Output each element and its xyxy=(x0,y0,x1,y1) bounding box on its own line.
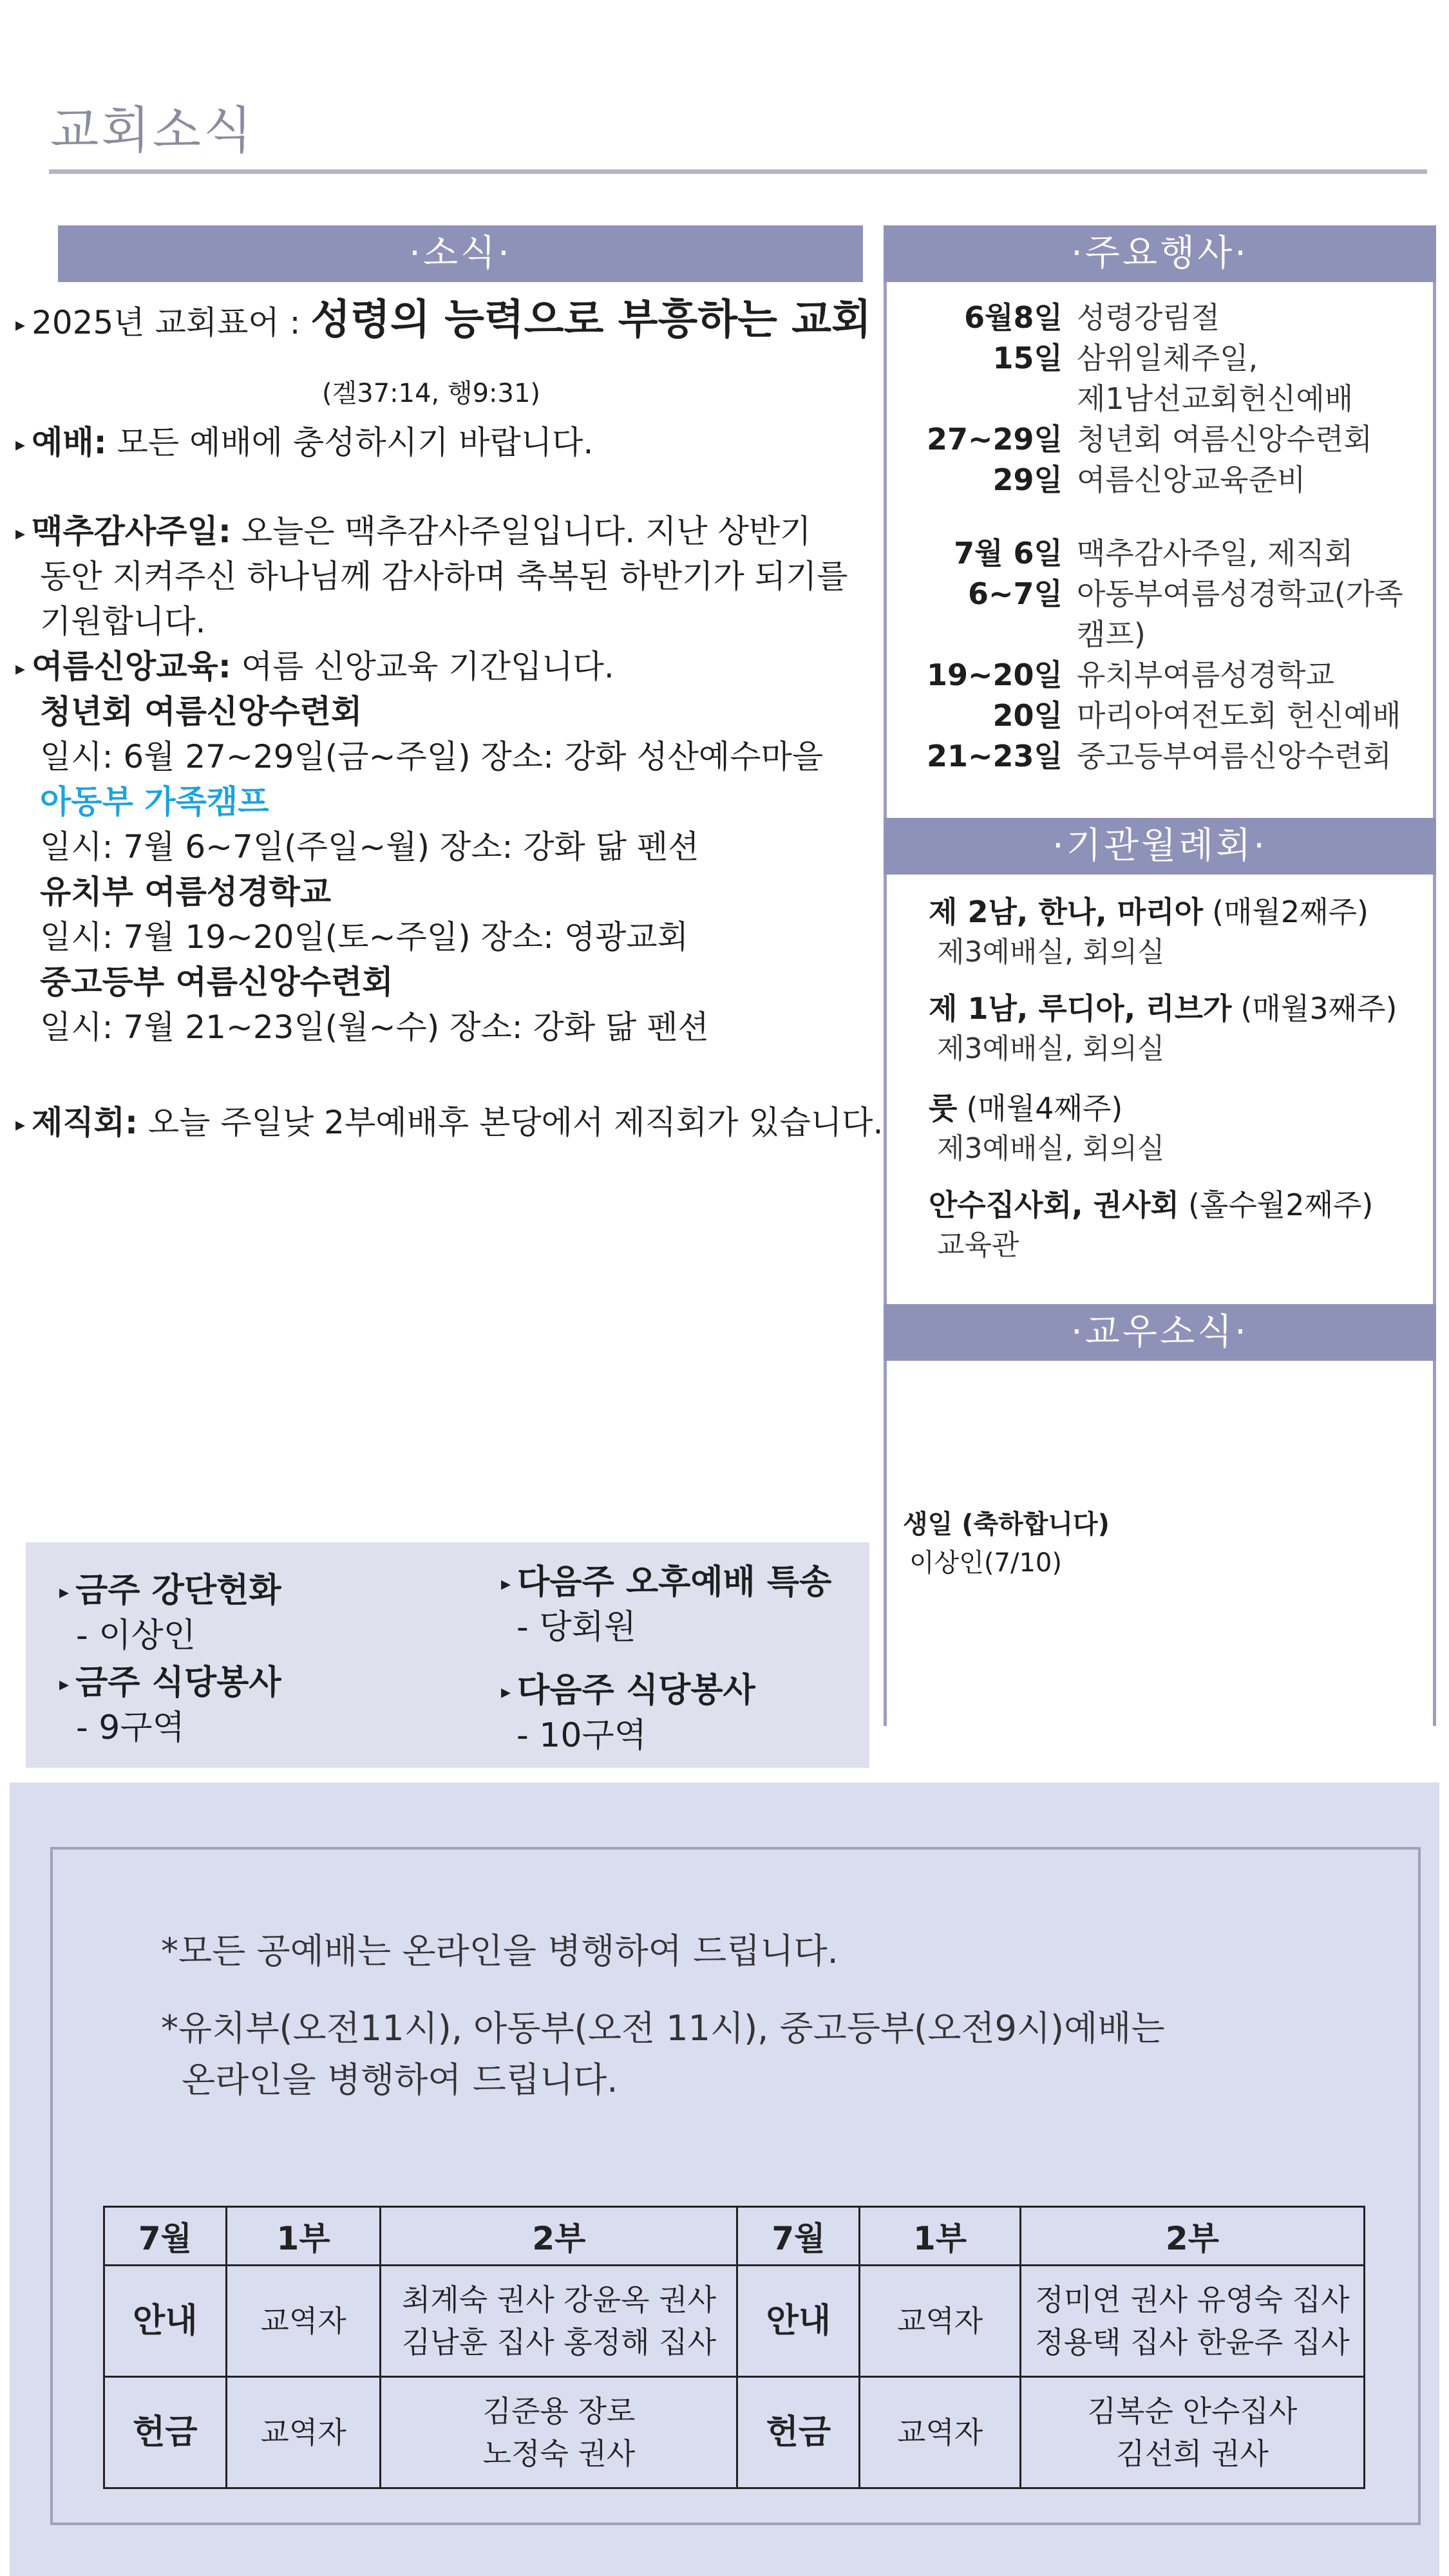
table-cell: 교역자 xyxy=(226,2377,381,2488)
bullet-icon: ▸ xyxy=(15,657,26,680)
motto-line xyxy=(15,298,871,348)
table-header: 1부 xyxy=(860,2207,1021,2266)
edu-line xyxy=(15,644,614,692)
bullet-icon: ▸ xyxy=(59,1673,70,1696)
table-header-row xyxy=(104,2207,1365,2266)
org-schedule: (매월4째주) xyxy=(966,1091,1123,1126)
bullet-icon: ▸ xyxy=(501,1681,511,1703)
events-header: ·주요행사· xyxy=(884,225,1436,282)
members-header: ·교우소식· xyxy=(884,1304,1436,1361)
worship-label: 예배: xyxy=(32,424,107,461)
event-date: 15일 xyxy=(992,341,1063,375)
table-cell: 교역자 xyxy=(860,2266,1021,2377)
org-name: 제 2남, 한나, 마리아 xyxy=(929,895,1204,929)
council-text: 오늘 주일낮 2부예배후 본당에서 제직회가 있습니다. xyxy=(147,1104,884,1141)
next-kitchen-label: 다음주 식당봉사 xyxy=(517,1671,755,1710)
event-date: 7월 6일 xyxy=(954,536,1063,571)
event-text: 맥추감사주일, 제직회 xyxy=(1077,536,1354,571)
youth-title: 청년회 여름신앙수련회 xyxy=(40,693,363,730)
event-text: 성령강림절 xyxy=(1077,300,1220,335)
table-cell xyxy=(1020,2377,1364,2488)
event-text: 유치부여름성경학교 xyxy=(1077,658,1334,692)
bullet-icon: ▸ xyxy=(501,1573,511,1595)
bullet-icon: ▸ xyxy=(15,313,26,336)
event-text: 중고등부여름신앙수련회 xyxy=(1077,739,1392,773)
worship-line xyxy=(15,420,593,468)
page-title: 교회소식 xyxy=(50,102,255,160)
org-name: 안수집사회, 권사회 xyxy=(929,1188,1179,1222)
teen-detail: 일시: 7월 21~23일(월~수) 장소: 강화 닮 펜션 xyxy=(40,1009,709,1046)
cell-line: 최계숙 권사 강윤옥 권사 xyxy=(401,2282,717,2317)
thanks-text-3: 기원합니다. xyxy=(40,603,206,640)
bullet-icon: ▸ xyxy=(15,522,26,545)
cell-line: 노정숙 권사 xyxy=(482,2436,636,2471)
cell-line: 정용택 집사 한윤주 집사 xyxy=(1035,2325,1350,2360)
edu-text: 여름 신앙교육 기간입니다. xyxy=(241,648,614,685)
thanks-text-2: 동안 지켜주신 하나님께 감사하며 축복된 하반기가 되기를 xyxy=(40,558,848,595)
event-text: 아동부여름성경학교(가족 xyxy=(1077,576,1403,611)
org-item-title xyxy=(929,1088,1122,1128)
teen-title: 중고등부 여름신앙수련회 xyxy=(40,963,393,1001)
kitchen-line xyxy=(59,1660,281,1707)
table-cell: 교역자 xyxy=(226,2266,381,2377)
table-header: 1부 xyxy=(226,2207,381,2266)
row-label: 안내 xyxy=(104,2266,227,2377)
motto-reference: (겔37:14, 행9:31) xyxy=(322,379,541,408)
online-notice-3: 온라인을 병행하여 드립니다. xyxy=(182,2060,618,2100)
thanks-line xyxy=(15,509,811,556)
next-special-label: 다음주 오후예배 특송 xyxy=(517,1563,832,1602)
youth-detail: 일시: 6월 27~29일(금~주일) 장소: 강화 성산예수마을 xyxy=(40,738,824,775)
flowers-label: 금주 강단헌화 xyxy=(75,1571,281,1610)
event-date: 6월8일 xyxy=(964,300,1063,335)
event-date: 20일 xyxy=(992,698,1063,733)
row-label: 헌금 xyxy=(104,2377,227,2488)
table-cell xyxy=(381,2266,737,2377)
bullet-icon: ▸ xyxy=(59,1581,70,1604)
org-place: 제3예배실, 회의실 xyxy=(937,1132,1165,1165)
cell-line: 김준용 장로 xyxy=(482,2394,636,2429)
org-schedule: (홀수월2째주) xyxy=(1188,1188,1374,1222)
event-text: 여름신앙교육준비 xyxy=(1077,462,1306,497)
service-schedule-table xyxy=(103,2206,1365,2489)
table-cell xyxy=(1020,2266,1364,2377)
org-item-title xyxy=(929,1185,1373,1225)
edu-label: 여름신앙교육: xyxy=(32,648,231,685)
flowers-line xyxy=(59,1568,281,1615)
bullet-icon: ▸ xyxy=(15,1113,26,1136)
council-label: 제직회: xyxy=(32,1104,138,1141)
org-place: 교육관 xyxy=(937,1229,1019,1262)
kinder-detail: 일시: 7월 19~20일(토~주일) 장소: 영광교회 xyxy=(40,918,689,956)
org-place: 제3예배실, 회의실 xyxy=(937,1032,1165,1065)
online-notice-2: *유치부(오전11시), 아동부(오전 11시), 중고등부(오전9시)예배는 xyxy=(161,2008,1165,2049)
table-header: 2부 xyxy=(381,2207,737,2266)
org-item-title xyxy=(929,989,1397,1028)
table-cell xyxy=(381,2377,737,2488)
kitchen-value: - 9구역 xyxy=(76,1709,185,1747)
motto-text: 성령의 능력으로 부흥하는 교회 xyxy=(310,296,871,344)
table-row xyxy=(104,2266,1365,2377)
event-date: 19~20일 xyxy=(926,658,1063,692)
row-label: 안내 xyxy=(737,2266,860,2377)
kids-title: 아동부 가족캠프 xyxy=(40,783,269,820)
org-name: 제 1남, 루디아, 리브가 xyxy=(929,991,1232,1026)
motto-label: 2025년 교회표어 : xyxy=(32,304,301,341)
online-notice-1: *모든 공예배는 온라인을 병행하여 드립니다. xyxy=(161,1931,838,1971)
event-text: 삼위일체주일, xyxy=(1077,341,1258,375)
bullet-icon: ▸ xyxy=(15,433,26,456)
table-header: 7월 xyxy=(737,2207,860,2266)
cell-line: 김선희 권사 xyxy=(1116,2436,1269,2471)
cell-line: 정미연 권사 유영숙 집사 xyxy=(1035,2282,1350,2317)
kitchen-label: 금주 식당봉사 xyxy=(75,1663,281,1702)
org-schedule: (매월2째주) xyxy=(1212,895,1368,929)
event-date: 6~7일 xyxy=(968,576,1063,611)
birthday-title: 생일 (축하합니다) xyxy=(903,1510,1110,1539)
event-date: 21~23일 xyxy=(926,739,1063,773)
kids-detail: 일시: 7월 6~7일(주일~월) 장소: 강화 닮 펜션 xyxy=(40,828,699,866)
thanks-text-1: 오늘은 맥추감사주일입니다. 지난 상반기 xyxy=(241,513,811,550)
row-label: 헌금 xyxy=(737,2377,860,2488)
title-divider xyxy=(49,169,1427,174)
cell-line: 김남훈 집사 홍정해 집사 xyxy=(401,2325,717,2360)
org-schedule: (매월3째주) xyxy=(1240,991,1397,1026)
org-name: 룻 xyxy=(929,1091,958,1126)
table-row xyxy=(104,2377,1365,2488)
next-special-line xyxy=(501,1560,831,1607)
table-header: 7월 xyxy=(104,2207,227,2266)
table-cell: 교역자 xyxy=(860,2377,1021,2488)
birthday-names: 이상인(7/10) xyxy=(909,1548,1062,1578)
thanks-label: 맥추감사주일: xyxy=(32,513,231,550)
event-text: 캠프) xyxy=(1077,617,1146,652)
event-date: 29일 xyxy=(992,462,1063,497)
next-kitchen-line xyxy=(501,1668,755,1715)
next-special-value: - 당회원 xyxy=(516,1608,636,1647)
kinder-title: 유치부 여름성경학교 xyxy=(40,873,332,911)
orgs-header: ·기관월례회· xyxy=(884,818,1436,875)
next-kitchen-value: - 10구역 xyxy=(516,1716,647,1755)
news-header: ·소식· xyxy=(58,225,863,282)
event-text: 마리아여전도회 헌신예배 xyxy=(1077,698,1401,733)
event-text: 제1남선교회헌신예배 xyxy=(1077,381,1354,416)
event-date: 27~29일 xyxy=(926,422,1063,457)
flowers-value: - 이상인 xyxy=(76,1616,196,1655)
org-place: 제3예배실, 회의실 xyxy=(937,936,1165,969)
cell-line: 김복순 안수집사 xyxy=(1087,2394,1298,2429)
table-header: 2부 xyxy=(1020,2207,1364,2266)
org-item-title xyxy=(929,892,1368,932)
event-text: 청년회 여름신앙수련회 xyxy=(1077,422,1372,457)
council-line xyxy=(15,1100,883,1148)
worship-text: 모든 예배에 충성하시기 바랍니다. xyxy=(117,424,594,461)
